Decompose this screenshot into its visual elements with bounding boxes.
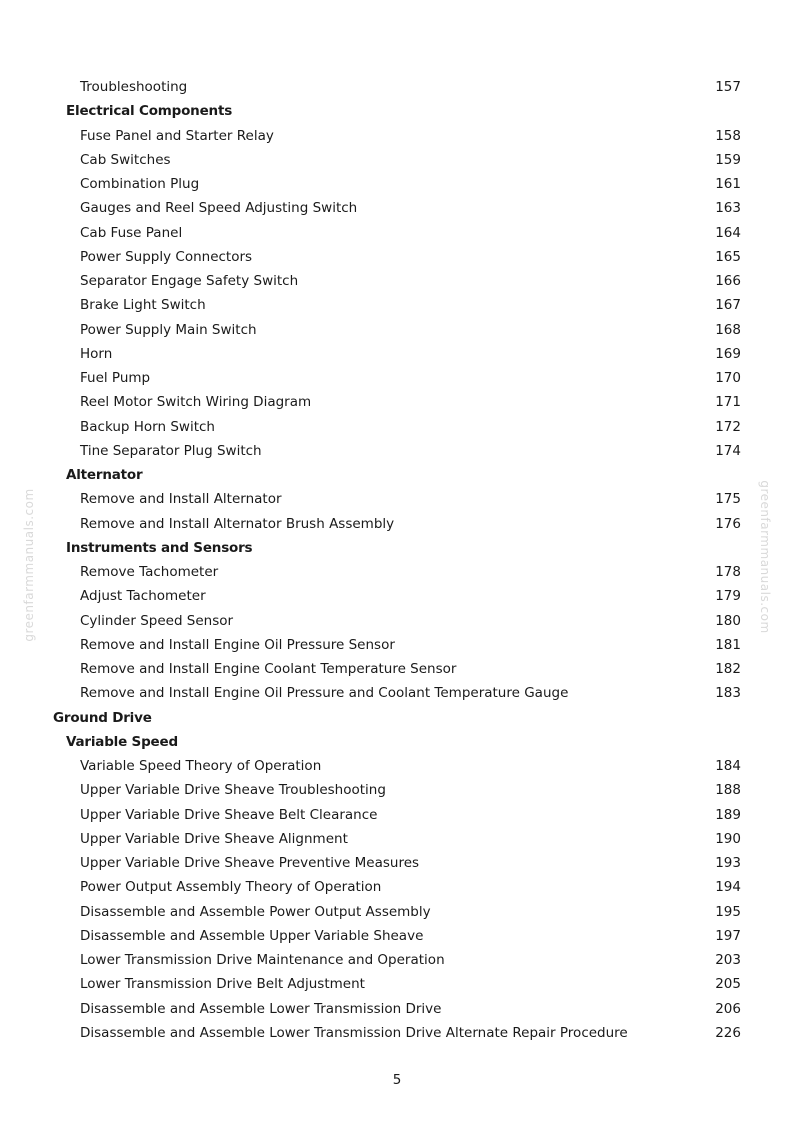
toc-entry-title: Upper Variable Drive Sheave Alignment	[80, 830, 348, 847]
toc-entry[interactable]	[0, 342, 794, 366]
toc-entry-page: 176	[715, 515, 741, 532]
toc-entry-title: Fuse Panel and Starter Relay	[80, 127, 274, 144]
toc-entry-page: 193	[715, 855, 741, 871]
toc-entry-page: 183	[715, 685, 741, 702]
toc-entry-page: 158	[715, 127, 741, 144]
toc-entry-title: Variable Speed	[66, 733, 178, 750]
toc-entry-page: 168	[715, 321, 741, 338]
toc-entry[interactable]	[0, 972, 794, 996]
toc-entry-page: 166	[715, 273, 741, 289]
toc-entry-title: Remove and Install Alternator Brush Assembly	[80, 515, 395, 532]
toc-entry-title: Upper Variable Drive Sheave Troubleshooting	[80, 782, 386, 799]
toc-entry[interactable]	[0, 487, 794, 511]
toc-entry[interactable]	[0, 124, 794, 148]
toc-entry-title: Remove and Install Engine Oil Pressure Sensor	[80, 636, 395, 653]
toc-entry-title: Power Supply Main Switch	[80, 321, 257, 338]
toc-section-heading[interactable]	[0, 730, 794, 754]
toc-entry-page: 163	[715, 200, 741, 217]
toc-entry[interactable]	[0, 221, 794, 245]
toc-entry-title: Instruments and Sensors	[66, 539, 253, 556]
toc-entry[interactable]	[0, 269, 794, 293]
toc-entry-title: Disassemble and Assemble Lower Transmission Drive	[80, 1000, 442, 1017]
table-of-contents	[0, 75, 794, 1045]
toc-entry[interactable]	[0, 900, 794, 924]
toc-entry-title: Separator Engage Safety Switch	[80, 273, 299, 289]
toc-entry[interactable]	[0, 390, 794, 414]
toc-entry-title: Cab Fuse Panel	[80, 224, 183, 241]
toc-entry-page: 188	[715, 782, 741, 799]
toc-entry-title: Fuel Pump	[80, 370, 151, 386]
toc-entry[interactable]	[0, 633, 794, 657]
toc-entry-page: 174	[715, 442, 741, 459]
toc-entry-title: Horn	[80, 345, 113, 362]
toc-section-heading[interactable]	[0, 536, 794, 560]
toc-entry-page: 180	[715, 612, 741, 629]
toc-entry[interactable]	[0, 827, 794, 851]
toc-section-heading[interactable]	[0, 706, 794, 730]
toc-entry-page: 164	[715, 224, 741, 241]
toc-entry-title: Ground Drive	[53, 709, 152, 726]
toc-entry-page: 175	[715, 491, 741, 508]
toc-entry[interactable]	[0, 584, 794, 608]
toc-entry[interactable]	[0, 1021, 794, 1045]
toc-entry-page: 206	[715, 1000, 741, 1017]
toc-entry-title: Lower Transmission Drive Maintenance and Operation	[80, 952, 445, 968]
toc-entry-page: 171	[715, 394, 741, 411]
toc-section-heading[interactable]	[0, 463, 794, 487]
toc-entry[interactable]	[0, 778, 794, 802]
toc-entry-title: Alternator	[66, 467, 143, 483]
toc-entry[interactable]	[0, 997, 794, 1021]
toc-entry-title: Upper Variable Drive Sheave Preventive Measures	[80, 855, 420, 871]
toc-entry-title: Troubleshooting	[80, 79, 188, 95]
toc-entry-title: Disassemble and Assemble Power Output Assembly	[80, 903, 431, 920]
toc-entry[interactable]	[0, 415, 794, 439]
toc-entry[interactable]	[0, 245, 794, 269]
toc-entry-title: Reel Motor Switch Wiring Diagram	[80, 394, 312, 411]
toc-entry-page: 157	[715, 79, 741, 95]
toc-entry[interactable]	[0, 512, 794, 536]
toc-entry-page: 189	[715, 806, 741, 823]
toc-entry[interactable]	[0, 75, 794, 99]
toc-entry-page: 182	[715, 661, 741, 677]
toc-entry-page: 172	[715, 418, 741, 435]
toc-entry[interactable]	[0, 681, 794, 705]
watermark-right: greenfarmmanuals.com	[758, 480, 772, 634]
toc-entry-title: Remove and Install Alternator	[80, 491, 282, 508]
toc-entry[interactable]	[0, 754, 794, 778]
toc-entry-page: 178	[715, 564, 741, 580]
toc-entry-page: 195	[715, 903, 741, 920]
toc-entry-title: Remove Tachometer	[80, 564, 219, 580]
toc-entry[interactable]	[0, 803, 794, 827]
toc-entry[interactable]	[0, 439, 794, 463]
toc-entry[interactable]	[0, 875, 794, 899]
toc-entry-title: Combination Plug	[80, 176, 200, 192]
toc-entry-title: Remove and Install Engine Oil Pressure and Coolant Temperature Gauge	[80, 685, 569, 702]
toc-entry-title: Tine Separator Plug Switch	[80, 442, 262, 459]
toc-entry-page: 167	[715, 297, 741, 314]
toc-entry-title: Cab Switches	[80, 151, 171, 168]
toc-entry-title: Remove and Install Engine Coolant Temperature Sensor	[80, 661, 457, 677]
toc-entry-page: 226	[715, 1024, 741, 1041]
toc-entry[interactable]	[0, 293, 794, 317]
toc-entry-page: 170	[715, 370, 741, 386]
toc-entry-title: Power Output Assembly Theory of Operation	[80, 879, 382, 896]
toc-entry-title: Adjust Tachometer	[80, 588, 206, 605]
toc-entry-page: 165	[715, 248, 741, 265]
watermark-left: greenfarmmanuals.com	[22, 488, 36, 642]
toc-entry-title: Lower Transmission Drive Belt Adjustment	[80, 976, 365, 993]
toc-entry[interactable]	[0, 609, 794, 633]
toc-section-heading[interactable]	[0, 99, 794, 123]
toc-entry-title: Cylinder Speed Sensor	[80, 612, 234, 629]
toc-entry-page: 197	[715, 927, 741, 944]
toc-entry-page: 161	[715, 176, 741, 192]
toc-entry[interactable]	[0, 560, 794, 584]
toc-entry[interactable]	[0, 948, 794, 972]
toc-entry-page: 181	[715, 636, 741, 653]
toc-entry-page: 190	[715, 830, 741, 847]
toc-entry[interactable]	[0, 172, 794, 196]
toc-entry-page: 194	[715, 879, 741, 896]
toc-entry-title: Upper Variable Drive Sheave Belt Clearance	[80, 806, 378, 823]
toc-entry-title: Power Supply Connectors	[80, 248, 253, 265]
toc-entry-title: Variable Speed Theory of Operation	[80, 758, 322, 774]
toc-entry-page: 169	[715, 345, 741, 362]
toc-entry[interactable]	[0, 924, 794, 948]
toc-entry-title: Backup Horn Switch	[80, 418, 215, 435]
toc-entry-page: 203	[715, 952, 741, 968]
toc-entry[interactable]	[0, 851, 794, 875]
toc-entry-title: Brake Light Switch	[80, 297, 206, 314]
toc-entry-page: 159	[715, 151, 741, 168]
toc-entry[interactable]	[0, 148, 794, 172]
toc-entry[interactable]	[0, 318, 794, 342]
toc-entry-title: Disassemble and Assemble Lower Transmission Drive Alternate Repair Procedure	[80, 1024, 628, 1041]
toc-entry[interactable]	[0, 366, 794, 390]
toc-entry[interactable]	[0, 657, 794, 681]
toc-entry-title: Disassemble and Assemble Upper Variable Sheave	[80, 927, 424, 944]
toc-entry-title: Electrical Components	[66, 103, 233, 120]
toc-entry-title: Gauges and Reel Speed Adjusting Switch	[80, 200, 358, 217]
page-number: 5	[392, 1072, 402, 1088]
toc-entry[interactable]	[0, 196, 794, 220]
toc-entry-page: 184	[715, 758, 741, 774]
toc-entry-page: 205	[715, 976, 741, 993]
toc-entry-page: 179	[715, 588, 741, 605]
